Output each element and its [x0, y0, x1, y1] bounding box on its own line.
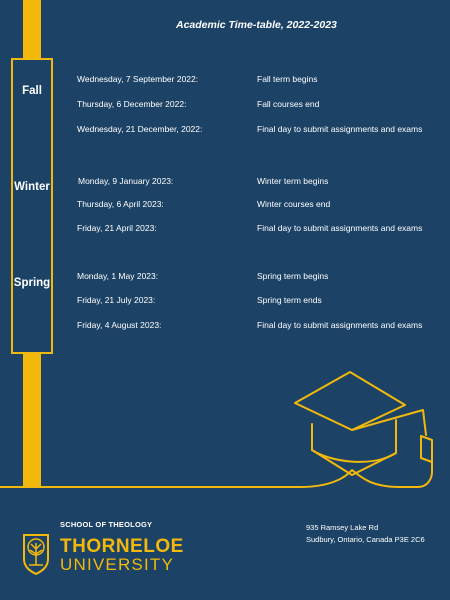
schedule-date: Wednesday, 7 September 2022:	[77, 74, 199, 84]
schedule-event: Spring term ends	[257, 295, 322, 305]
schedule-date: Friday, 21 April 2023:	[77, 223, 157, 233]
schedule-event: Final day to submit assignments and exams	[257, 223, 423, 233]
university-name: THORNELOE	[60, 536, 184, 557]
schedule-event: Winter courses end	[257, 199, 331, 209]
schedule-date: Thursday, 6 December 2022:	[77, 99, 187, 109]
schedule-event: Final day to submit assignments and exams	[257, 320, 423, 330]
address-line: Sudbury, Ontario, Canada P3E 2C6	[306, 535, 425, 544]
university-subtitle: UNIVERSITY	[60, 555, 175, 574]
schedule-event: Fall courses end	[257, 99, 320, 109]
tree-crest-icon	[22, 533, 50, 575]
term-label-spring: Spring	[13, 277, 51, 289]
term-label-winter: Winter	[14, 181, 50, 193]
schedule-date: Thursday, 6 April 2023:	[77, 199, 164, 209]
address-line: 935 Ramsey Lake Rd	[306, 523, 379, 532]
schedule-date: Friday, 21 July 2023:	[77, 295, 156, 305]
schedule-date: Friday, 4 August 2023:	[77, 320, 162, 330]
school-label: SCHOOL OF THEOLOGY	[60, 520, 153, 529]
schedule-event: Spring term begins	[257, 271, 329, 281]
address-block	[306, 522, 425, 546]
schedule-event: Fall term begins	[257, 74, 318, 84]
schedule-event: Final day to submit assignments and exams	[257, 124, 423, 134]
schedule-date: Monday, 1 May 2023:	[77, 271, 159, 281]
term-label-fall: Fall	[22, 85, 42, 97]
schedule-date: Wednesday, 21 December, 2022:	[77, 124, 203, 134]
page-title: Academic Time-table, 2022-2023	[176, 19, 337, 31]
schedule-event: Winter term begins	[257, 176, 329, 186]
schedule-date: Monday, 9 January 2023:	[78, 176, 174, 186]
